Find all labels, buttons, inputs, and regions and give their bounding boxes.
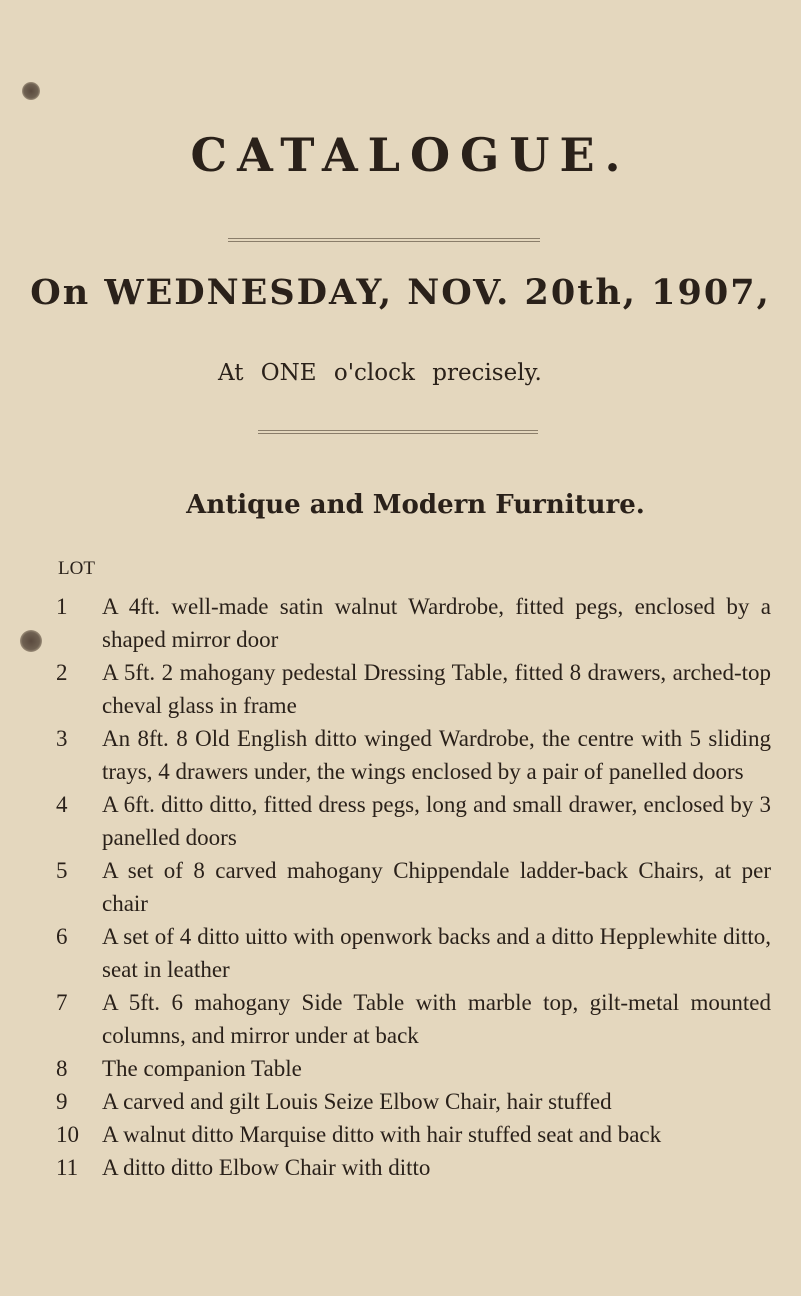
lot-item: [56, 1118, 771, 1151]
lot-number: 1: [56, 594, 68, 619]
lot-item: [56, 722, 771, 788]
lot-item: [56, 1151, 771, 1184]
lot-description: A set of 8 carved mahogany Chippendale ladder-back Chairs, at per chair: [102, 858, 771, 916]
lot-description: The companion Table: [102, 1056, 302, 1081]
lot-number: 8: [56, 1056, 68, 1081]
lot-number: 3: [56, 726, 68, 751]
lot-number: 7: [56, 990, 68, 1015]
lot-item: [56, 986, 771, 1052]
lot-description: A carved and gilt Louis Seize Elbow Chair, hair stuffed: [102, 1089, 612, 1114]
lot-number: 4: [56, 792, 68, 817]
binding-hole-stain: [20, 630, 42, 652]
lot-column-header: LOT: [58, 558, 95, 579]
lot-number: 6: [56, 924, 68, 949]
lot-description: A 6ft. ditto ditto, fitted dress pegs, long and small drawer, enclosed by 3 panelled doors: [102, 792, 771, 850]
section-heading: Antique and Modern Furniture.: [186, 490, 645, 520]
lot-description: A set of 4 ditto uitto with openwork backs and a ditto Hepplewhite ditto, seat in leather: [102, 924, 771, 982]
lot-item: [56, 1052, 771, 1085]
catalogue-title: CATALOGUE.: [190, 128, 631, 182]
lot-number: 11: [56, 1155, 79, 1180]
title-rule: [228, 238, 540, 242]
lot-list: [56, 590, 771, 1184]
lot-description: A walnut ditto Marquise ditto with hair stuffed seat and back: [102, 1122, 662, 1147]
sale-date: On WEDNESDAY, NOV. 20th, 1907,: [30, 272, 771, 313]
lot-description: A 5ft. 2 mahogany pedestal Dressing Table, fitted 8 drawers, arched-top cheval glass in frame: [102, 660, 771, 718]
lot-description: A 4ft. well-made satin walnut Wardrobe, fitted pegs, enclosed by a shaped mirror door: [102, 594, 771, 652]
lot-number: 5: [56, 858, 68, 883]
lot-item: [56, 788, 771, 854]
lot-description: An 8ft. 8 Old English ditto winged Wardrobe, the centre with 5 sliding trays, 4 drawers under, the wings enclosed by a pair of panelled doors: [102, 726, 771, 784]
lot-description: A 5ft. 6 mahogany Side Table with marble top, gilt-metal mounted columns, and mirror under at back: [102, 990, 771, 1048]
lot-item: [56, 854, 771, 920]
lot-description: A ditto ditto Elbow Chair with ditto: [102, 1155, 431, 1180]
lot-number: 2: [56, 660, 68, 685]
sale-time: At ONE o'clock precisely.: [218, 360, 542, 386]
time-rule: [258, 430, 538, 434]
lot-number: 10: [56, 1122, 79, 1147]
lot-item: [56, 920, 771, 986]
lot-item: [56, 656, 771, 722]
binding-hole-stain: [22, 82, 40, 100]
lot-item: [56, 590, 771, 656]
lot-item: [56, 1085, 771, 1118]
lot-number: 9: [56, 1089, 68, 1114]
